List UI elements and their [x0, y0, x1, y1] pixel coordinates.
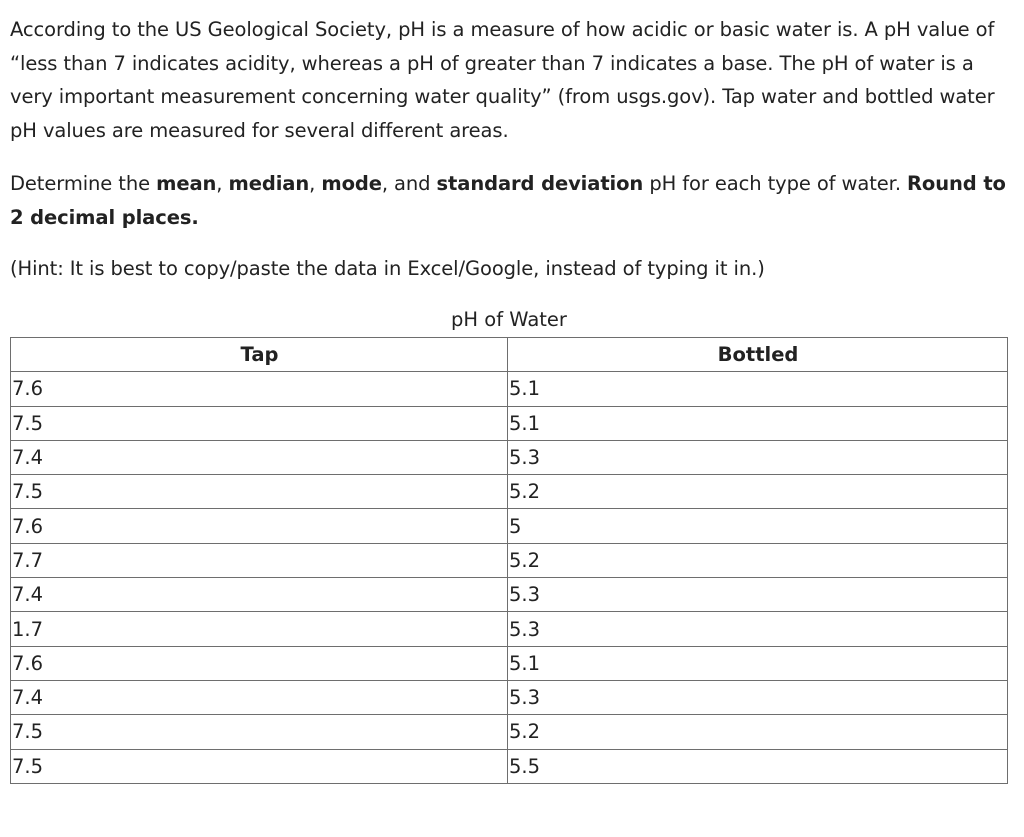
bottled-ph-cell: 5.1 [508, 646, 1008, 680]
bottled-ph-cell: 5.2 [508, 475, 1008, 509]
bottled-ph-cell: 5.1 [508, 372, 1008, 406]
task-separator: , and [381, 172, 437, 195]
tap-ph-cell: 7.6 [11, 509, 508, 543]
tap-ph-cell: 1.7 [11, 612, 508, 646]
tap-ph-cell: 7.6 [11, 646, 508, 680]
bottled-ph-cell: 5.2 [508, 543, 1008, 577]
bottled-ph-cell: 5.1 [508, 406, 1008, 440]
table-row [11, 509, 1008, 543]
column-header-bottled: Bottled [508, 338, 1008, 372]
table-row [11, 440, 1008, 474]
bottled-ph-cell: 5.5 [508, 749, 1008, 783]
intro-paragraph: According to the US Geological Society, pH is a measure of how acidic or basic water is. A pH value of “less than 7 indicates acidity, whereas a pH of greater than 7 indicates a base. The pH of water is a very important measurement concerning water quality” (from usgs.gov). Tap water and bottled water pH values are measured for several different areas. [10, 18, 995, 142]
table-row [11, 680, 1008, 714]
tap-ph-cell: 7.6 [11, 372, 508, 406]
hint-text: (Hint: It is best to copy/paste the data in Excel/Google, instead of typing it in.) [10, 257, 765, 280]
term-mean: mean [156, 172, 217, 195]
term-standard-deviation: standard deviation [436, 172, 644, 195]
tap-ph-cell: 7.4 [11, 578, 508, 612]
table-row [11, 612, 1008, 646]
task-separator: , [309, 172, 322, 195]
term-mode: mode [321, 172, 382, 195]
tap-ph-cell: 7.4 [11, 440, 508, 474]
task-text: pH for each type of water. [643, 172, 908, 195]
task-text: Determine the [10, 172, 157, 195]
task-separator: , [216, 172, 229, 195]
table-header-row [11, 338, 1008, 372]
tap-ph-cell: 7.7 [11, 543, 508, 577]
rounding-instruction: Round to 2 decimal places. [10, 172, 1006, 229]
table-row [11, 475, 1008, 509]
tap-ph-cell: 7.5 [11, 749, 508, 783]
table-body [11, 372, 1008, 784]
task-instructions [10, 167, 1014, 234]
table-row [11, 646, 1008, 680]
ph-data-table [10, 337, 1008, 784]
table-row [11, 749, 1008, 783]
bottled-ph-cell: 5.2 [508, 715, 1008, 749]
bottled-ph-cell: 5.3 [508, 440, 1008, 474]
bottled-ph-cell: 5.3 [508, 680, 1008, 714]
table-row [11, 715, 1008, 749]
table-row [11, 543, 1008, 577]
table-row [11, 578, 1008, 612]
table-caption: pH of Water [451, 308, 567, 331]
tap-ph-cell: 7.5 [11, 715, 508, 749]
tap-ph-cell: 7.5 [11, 406, 508, 440]
bottled-ph-cell: 5 [508, 509, 1008, 543]
table-row [11, 372, 1008, 406]
column-header-tap: Tap [11, 338, 508, 372]
term-median: median [228, 172, 310, 195]
bottled-ph-cell: 5.3 [508, 578, 1008, 612]
bottled-ph-cell: 5.3 [508, 612, 1008, 646]
table-row [11, 406, 1008, 440]
tap-ph-cell: 7.5 [11, 475, 508, 509]
tap-ph-cell: 7.4 [11, 680, 508, 714]
